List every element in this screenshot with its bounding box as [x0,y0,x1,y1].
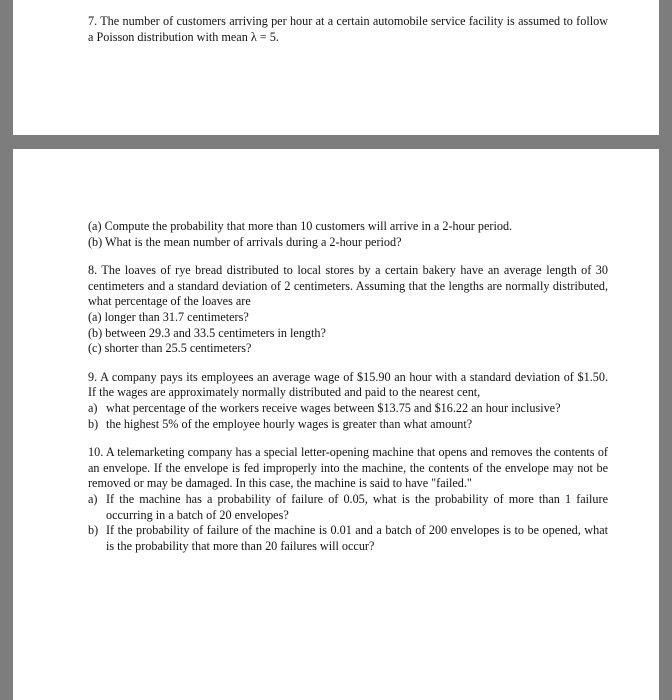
part-label: a) [88,491,98,506]
part-text: the highest 5% of the employee hourly wages is greater than what amount? [106,416,473,431]
question-9-part-b [88,417,608,433]
document-page-1 [13,0,659,135]
part-text: If the probability of failure of the machine is 0.01 and a batch of 200 envelopes is to be opened, what is the probability that more than 20 failures will occur? [106,523,608,553]
page-1-content [88,14,608,45]
question-7-text: 7. The number of customers arriving per hour at a certain automobile service facility is assumed to follow a Poisson distribution with mean λ = 5. [88,14,608,44]
question-8 [88,263,608,357]
question-8-part-a: (a) longer than 31.7 centimeters? [88,309,249,324]
question-10-text: 10. A telemarketing company has a special letter-opening machine that opens and removes the contents of an envelope. If the envelope is fed improperly into the machine, the contents of the envelope may not be removed or may be damaged. In this case, the machine is said to have "failed." [88,445,608,491]
question-7-parts [88,219,608,250]
question-9 [88,370,608,432]
question-7-part-b: (b) What is the mean number of arrivals during a 2-hour period? [88,234,402,249]
question-8-text: 8. The loaves of rye bread distributed to local stores by a certain bakery have an average length of 30 centimeters and a standard deviation of 2 centimeters. Assuming that the lengths are normally distributed, what percentage of the loaves are [88,263,608,309]
document-page-2 [13,149,659,700]
question-9-text: 9. A company pays its employees an average wage of $15.90 an hour with a standard deviation of $1.50. If the wages are approximately normally distributed and paid to the nearest cent, [88,369,608,400]
part-label: b) [88,523,99,538]
question-8-part-c: (c) shorter than 25.5 centimeters? [88,341,252,356]
part-label: a) [88,400,98,415]
question-10-part-a [88,492,608,523]
question-7-part-a: (a) Compute the probability that more than 10 customers will arrive in a 2-hour period. [88,219,513,233]
question-8-part-b: (b) between 29.3 and 33.5 centimeters in length? [88,325,326,340]
part-text: If the machine has a probability of failure of 0.05, what is the probability of more than 1 failure occurring in a batch of 20 envelopes? [106,491,608,522]
question-10 [88,445,608,554]
question-10-part-b [88,523,608,554]
part-text: what percentage of the workers receive wages between $13.75 and $16.22 an hour inclusive? [106,400,561,415]
part-label: b) [88,416,99,431]
question-9-part-a [88,401,608,417]
page-2-content [88,219,608,567]
